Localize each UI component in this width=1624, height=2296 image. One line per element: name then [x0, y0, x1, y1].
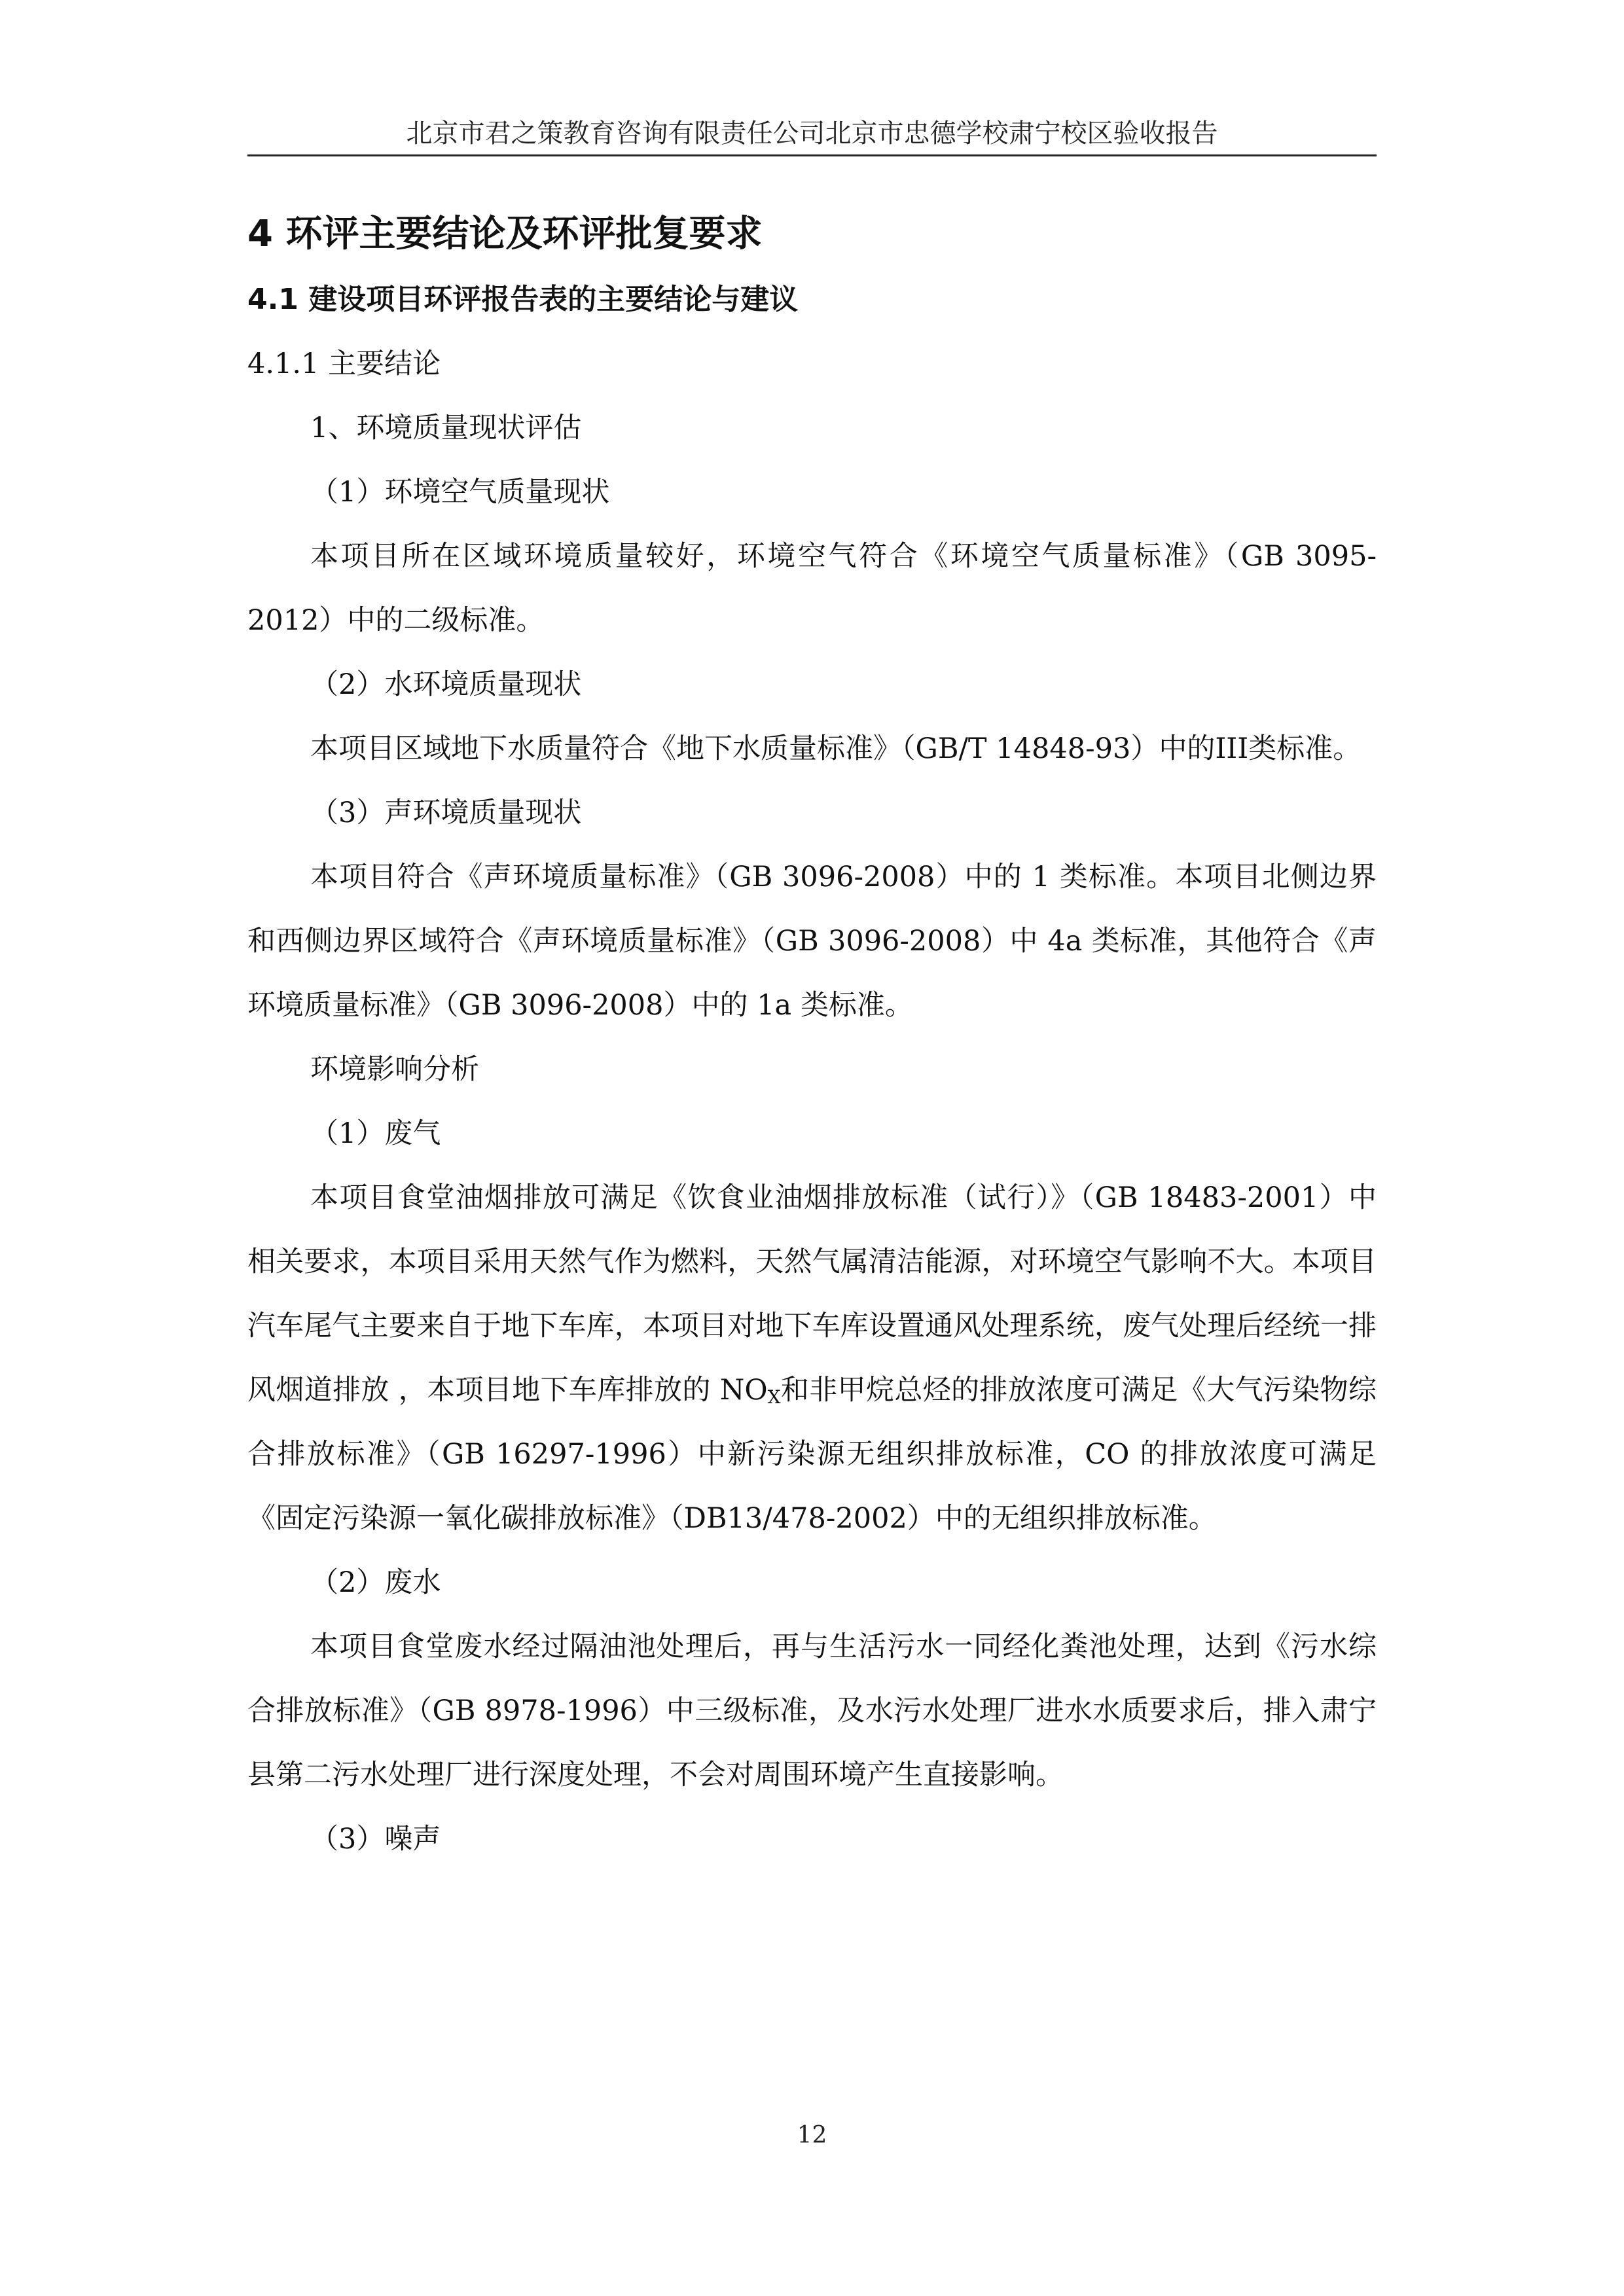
section-title: 4 环评主要结论及环评批复要求: [247, 213, 763, 255]
paragraph-wastewater: 本项目食堂废水经过隔油池处理后，再与生活污水一同经化粪池处理，达到《污水综合排放标准》（GB 8978-1996）中三级标准，及水污水处理厂进水水质要求后，排入肃宁县第二污水处理厂进行深度处理，不会对周围环境产生直接影响。: [247, 1630, 1377, 1791]
page-content: [247, 208, 1377, 1881]
item-exhaust-gas: （1）废气: [310, 1117, 441, 1150]
item-noise: （3）噪声: [310, 1823, 441, 1856]
item-water-quality: （2）水环境质量现状: [310, 668, 582, 701]
nox-subscript: X: [767, 1386, 781, 1408]
paragraph-noise-quality: 本项目符合《声环境质量标准》（GB 3096-2008）中的 1 类标准。本项目北侧边界和西侧边界区域符合《声环境质量标准》（GB 3096-2008）中 4a 类标准，其他符合《声环境质量标准》（GB 3096-2008）中的 1a 类标准。: [247, 861, 1377, 1022]
subsection-title: 4.1 建设项目环评报告表的主要结论与建议: [247, 283, 799, 316]
page-header: 北京市君之策教育咨询有限责任公司北京市忠德学校肃宁校区验收报告: [406, 118, 1218, 149]
paragraph-water-quality: 本项目区域地下水质量符合《地下水质量标准》（GB/T 14848-93）中的III类标准。: [310, 732, 1362, 765]
item-environment-quality: 1、环境质量现状评估: [310, 412, 582, 444]
header-divider: [247, 154, 1377, 156]
item-wastewater: （2）废水: [310, 1566, 441, 1599]
paragraph-exhaust-gas-part1: 本项目食堂油烟排放可满足《饮食业油烟排放标准（试行）》（GB 18483-2001）中相关要求，本项目采用天然气作为燃料，天然气属清洁能源，对环境空气影响不大。本项目汽车尾气主要来自于地下车库，本项目对地下车库设置通风处理系统，废气处理后经统一排风烟道排放 ，本项目地下车库排放的 NO: [247, 1181, 1377, 1407]
item-impact-analysis: 环境影响分析: [310, 1053, 479, 1086]
page-number: 12: [797, 2122, 827, 2149]
paragraph-air-quality: 本项目所在区域环境质量较好，环境空气符合《环境空气质量标准》（GB 3095-2012）中的二级标准。: [247, 540, 1377, 637]
paragraph-exhaust-gas: [247, 1166, 1377, 1551]
item-noise-quality: （3）声环境质量现状: [310, 797, 582, 829]
subsubsection-title: 4.1.1 主要结论: [247, 348, 441, 380]
item-air-quality: （1）环境空气质量现状: [310, 476, 610, 509]
paragraph-exhaust-gas-part2: 和非甲烷总烃的排放浓度可满足《大气污染物综合排放标准》（GB 16297-1996）中新污染源无组织排放标准，CO 的排放浓度可满足《固定污染源一氧化碳排放标准》（DB13/478-2002）中的无组织排放标准。: [247, 1374, 1377, 1535]
